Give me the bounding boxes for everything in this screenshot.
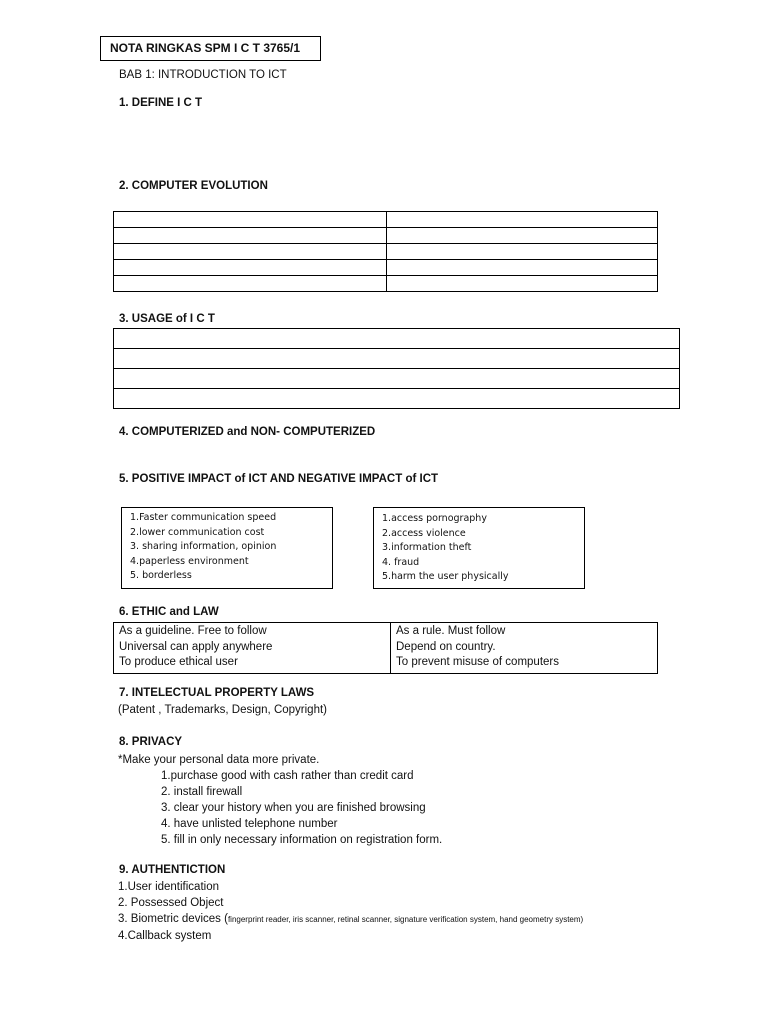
table-cell [114, 389, 680, 409]
document-title: NOTA RINGKAS SPM I C T 3765/1 [100, 36, 321, 61]
heading-authentication: 9. AUTHENTICTION [119, 864, 226, 876]
list-item: 2.access violence [382, 527, 466, 539]
ethics-cell [114, 623, 391, 674]
authentication-list [118, 879, 583, 944]
list-item: 4. fraud [382, 556, 420, 568]
table-cell [114, 244, 387, 260]
table-cell [387, 228, 658, 244]
table-cell [387, 276, 658, 292]
usage-table [113, 328, 680, 409]
list-item: 5. borderless [130, 570, 192, 581]
table-cell [114, 276, 387, 292]
heading-privacy: 8. PRIVACY [119, 736, 183, 748]
table-cell [114, 260, 387, 276]
list-item: 1.Faster communication speed [130, 512, 277, 523]
ethic-law-table [113, 622, 658, 674]
privacy-intro: *Make your personal data more private. [118, 754, 320, 766]
list-item: 4. have unlisted telephone number [161, 818, 338, 830]
list-item: 3. clear your history when you are finished browsing [161, 802, 426, 814]
ethics-line: Universal can apply anywhere [119, 640, 273, 653]
list-item [118, 911, 583, 928]
list-item: 2.lower communication cost [130, 526, 265, 538]
ip-laws-text: (Patent , Trademarks, Design, Copyright) [118, 704, 327, 716]
list-item: 2. Possessed Object [118, 897, 224, 909]
law-cell [391, 623, 658, 674]
table-cell [114, 349, 680, 369]
heading-usage-ict: 3. USAGE of I C T [119, 313, 215, 325]
positive-impact-box [121, 507, 333, 589]
heading-computer-evolution: 2. COMPUTER EVOLUTION [119, 180, 268, 192]
ethics-line: As a guideline. Free to follow [119, 625, 267, 637]
biometric-examples: fingerprint reader, iris scanner, retinal scanner, signature verification system, hand geometry system) [227, 915, 584, 924]
heading-computerized: 4. COMPUTERIZED and NON- COMPUTERIZED [119, 426, 376, 438]
law-line: To prevent misuse of computers [396, 656, 559, 668]
list-item: 5. fill in only necessary information on registration form. [161, 834, 443, 846]
list-item: 4.Callback system [118, 930, 212, 942]
list-item: 5.harm the user physically [382, 571, 509, 582]
heading-ip-laws: 7. INTELECTUAL PROPERTY LAWS [119, 687, 315, 699]
list-item: 1.purchase good with cash rather than credit card [161, 770, 414, 782]
biometric-label: 3. Biometric devices ( [118, 913, 228, 925]
table-cell [387, 244, 658, 260]
negative-impact-box [373, 507, 585, 589]
law-line: As a rule. Must follow [396, 625, 506, 637]
table-cell [114, 369, 680, 389]
list-item: 1.access pornography [382, 513, 487, 524]
table-cell [114, 329, 680, 349]
law-line: Depend on country. [396, 640, 496, 653]
table-cell [387, 260, 658, 276]
table-cell [114, 228, 387, 244]
heading-define-ict: 1. DEFINE I C T [119, 97, 203, 109]
table-cell [114, 212, 387, 228]
list-item: 2. install firewall [161, 786, 243, 798]
ethics-line: To produce ethical user [119, 656, 238, 668]
heading-ethic-law: 6. ETHIC and LAW [119, 606, 219, 618]
list-item: 1.User identification [118, 881, 219, 893]
chapter-subtitle: BAB 1: INTRODUCTION TO ICT [119, 69, 287, 81]
evolution-table [113, 211, 658, 292]
list-item: 4.paperless environment [130, 555, 249, 567]
list-item: 3. sharing information, opinion [130, 541, 277, 552]
list-item: 3.information theft [382, 542, 472, 553]
table-cell [387, 212, 658, 228]
privacy-list [161, 768, 442, 848]
heading-impact: 5. POSITIVE IMPACT of ICT AND NEGATIVE IMPACT of ICT [119, 473, 439, 485]
